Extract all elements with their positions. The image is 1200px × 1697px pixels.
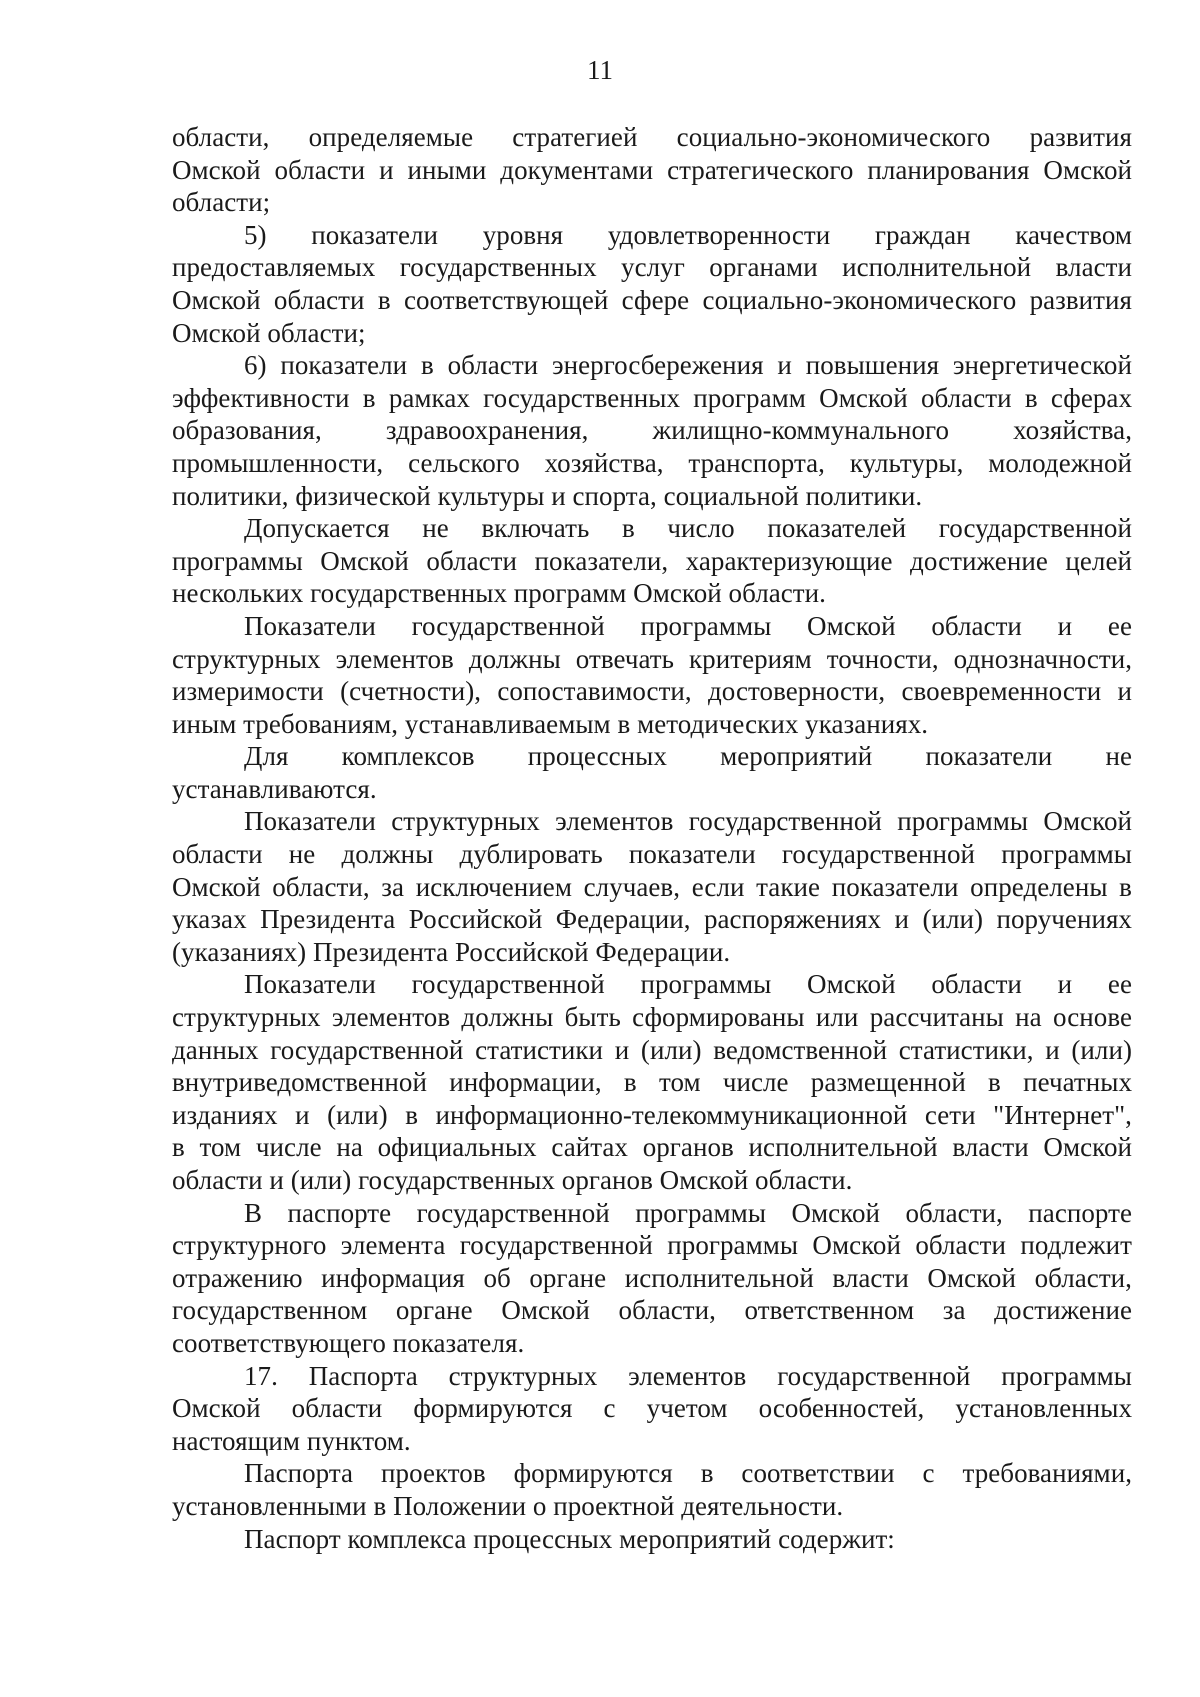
text-line: программы Омской области показатели, характеризующие достижение целей [172, 545, 1132, 576]
text-line: (указаниях) Президента Российской Федерации. [172, 936, 731, 967]
paragraph [172, 610, 1132, 740]
text-line: Омской области формируются с учетом особенностей, установленных [172, 1393, 1132, 1424]
text-line: области и (или) государственных органов Омской области. [172, 1165, 853, 1195]
text-line: указах Президента Российской Федерации, распоряжениях и (или) поручениях [172, 904, 1132, 935]
text-line: образования, здравоохранения, жилищно-коммунального хозяйства, [172, 415, 1132, 446]
text-line: иным требованиям, устанавливаемым в методических указаниях. [172, 708, 929, 739]
text-line: предоставляемых государственных услуг органами исполнительной власти [172, 252, 1132, 283]
text-line: государственном органе Омской области, ответственном за достижение [172, 1295, 1132, 1326]
text-line: области; [172, 187, 271, 218]
text-line: Омской области; [172, 317, 366, 348]
text-line: В паспорте государственной программы Омской области, паспорте [244, 1197, 1132, 1228]
text-line: установленными в Положении о проектной деятельности. [172, 1490, 844, 1521]
text-line: настоящим пунктом. [172, 1425, 411, 1456]
document-body [172, 121, 1132, 1555]
text-line: устанавливаются. [172, 773, 377, 804]
text-line: Показатели структурных элементов государственной программы Омской [244, 806, 1132, 837]
text-line: Паспорт комплекса процессных мероприятий содержит: [244, 1523, 895, 1554]
paragraph [172, 1457, 1132, 1522]
text-line: отражению информация об органе исполнительной власти Омской области, [172, 1262, 1132, 1293]
text-line: эффективности в рамках государственных программ Омской области в сферах [172, 382, 1132, 413]
text-line: соответствующего показателя. [172, 1327, 525, 1358]
text-line: Омской области, за исключением случаев, если такие показатели определены в [172, 871, 1132, 902]
text-line: изданиях и (или) в информационно-телекоммуникационной сети "Интернет", [172, 1099, 1132, 1130]
paragraph [172, 968, 1132, 1196]
text-line: Допускается не включать в число показателей государственной [244, 513, 1132, 544]
text-line: Паспорта проектов формируются в соответствии с требованиями, [244, 1458, 1132, 1489]
text-line: структурного элемента государственной программы Омской области подлежит [172, 1230, 1132, 1261]
text-line: Показатели государственной программы Омской области и ее [244, 610, 1132, 641]
paragraph [172, 1523, 1132, 1556]
text-line: области, определяемые стратегией социально-экономического развития [172, 122, 1132, 152]
text-line: 5) показатели уровня удовлетворенности граждан качеством [244, 219, 1132, 250]
text-line: Показатели государственной программы Омской области и ее [244, 969, 1132, 1000]
paragraph [172, 740, 1132, 805]
paragraph [172, 121, 1132, 219]
text-line: 6) показатели в области энергосбережения и повышения энергетической [244, 350, 1132, 381]
paragraph [172, 219, 1132, 349]
paragraph [172, 512, 1132, 610]
paragraph [172, 1197, 1132, 1360]
text-line: промышленности, сельского хозяйства, транспорта, культуры, молодежной [172, 447, 1132, 478]
page-number: 11 [587, 55, 613, 85]
text-line: в том числе на официальных сайтах органов исполнительной власти Омской [172, 1132, 1132, 1163]
text-line: Омской области в соответствующей сфере социально-экономического развития [172, 284, 1132, 315]
paragraph [172, 1360, 1132, 1458]
text-line: структурных элементов должны быть сформированы или рассчитаны на основе [172, 1002, 1132, 1033]
text-line: Для комплексов процессных мероприятий показатели не [244, 741, 1132, 772]
text-line: области не должны дублировать показатели государственной программы [172, 839, 1132, 870]
text-line: структурных элементов должны отвечать критериям точности, однозначности, [172, 643, 1132, 674]
text-line: нескольких государственных программ Омской области. [172, 578, 826, 609]
text-line: внутриведомственной информации, в том числе размещенной в печатных [172, 1067, 1132, 1098]
paragraph [172, 349, 1132, 512]
text-line: Омской области и иными документами стратегического планирования Омской [172, 154, 1132, 185]
text-line: 17. Паспорта структурных элементов государственной программы [244, 1360, 1132, 1391]
text-line: политики, физической культуры и спорта, социальной политики. [172, 480, 923, 511]
text-line: измеримости (счетности), сопоставимости, достоверности, своевременности и [172, 676, 1132, 707]
paragraph [172, 805, 1132, 968]
text-line: данных государственной статистики и (или) ведомственной статистики, и (или) [172, 1034, 1132, 1065]
